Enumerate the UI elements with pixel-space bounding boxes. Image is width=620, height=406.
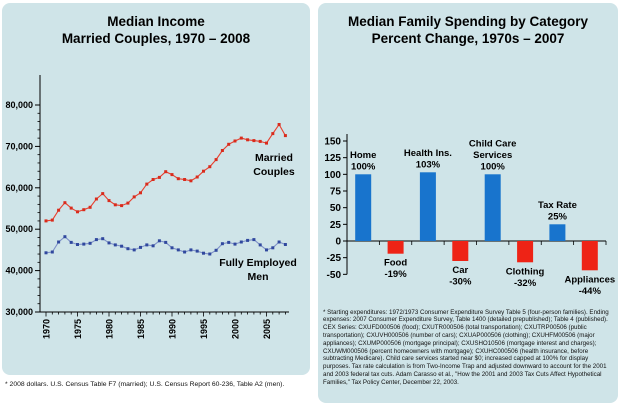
bar-label: -19% [384, 268, 407, 280]
x-tick-label: 1995 [199, 318, 209, 339]
bar-label: -32% [513, 277, 537, 289]
spending-title-line2: Percent Change, 1970s – 2007 [371, 31, 565, 47]
married-couples-marker [240, 136, 243, 139]
fully-employed-men-marker [51, 250, 54, 253]
bar-clothing [517, 241, 533, 262]
married-couples-marker [82, 208, 85, 211]
fully-employed-men-marker [133, 248, 136, 251]
bar-label: Food [383, 257, 408, 269]
y-tick-label: 50 [329, 202, 341, 214]
married-couples-marker [51, 218, 54, 221]
married-couples-marker [63, 201, 66, 204]
series-label-married-couples: Couples [253, 165, 295, 178]
married-couples-marker [259, 139, 262, 142]
fully-employed-men-marker [95, 238, 98, 241]
fully-employed-men-marker [196, 249, 199, 252]
x-tick-label: 1980 [104, 318, 115, 339]
fully-employed-men-marker [139, 245, 142, 248]
bar-label: Tax Rate [537, 199, 577, 211]
bar-tax-rate [549, 224, 565, 241]
y-tick-label: 40,000 [5, 265, 33, 276]
fully-employed-men-marker [221, 242, 224, 245]
married-couples-marker [45, 219, 48, 222]
fully-employed-men-marker [120, 244, 123, 247]
bar-label: 25% [547, 210, 567, 222]
bar-label: Health Ins. [403, 147, 452, 159]
fully-employed-men-marker [259, 243, 262, 246]
spending-title-line1: Median Family Spending by Category [347, 14, 589, 29]
married-couples-marker [139, 191, 142, 194]
married-couples-marker [265, 141, 268, 144]
bar-label: 100% [351, 160, 376, 172]
fully-employed-men-marker [246, 238, 249, 241]
married-couples-marker [246, 138, 249, 141]
y-tick-label: 80,000 [5, 99, 33, 110]
income-title-line1: Median Income [107, 14, 205, 29]
married-couples-marker [76, 210, 79, 213]
y-tick-label: 25 [329, 219, 341, 231]
fully-employed-men-marker [177, 248, 180, 251]
fully-employed-men-marker [171, 246, 174, 249]
bar-label: -44% [578, 285, 601, 297]
fully-employed-men-marker [240, 240, 243, 243]
series-label-fully-employed-men: Men [247, 270, 269, 283]
spending-chart-footnote: * Starting expenditures: 1972/1973 Consumer Expenditure Survey Table 5 (four-person families). Ending expenses: 2007 Consumer Expenditure Survey, Table 1400 (detailed prepublished); Table 4 (published). CEX Series: CXUFD000506 (food); CXUTR000506 (total transportation); CXUTRP00506 (public transportation); CXUVH000506 (number of cars); CXUAP000506 (clothing); CXUHFM00506 (major appliances); CXUMP000506 (mortgage principal); CXUSHO10506 (mortgage interest and charges); CXUWM000506 (percent homeowners with mortgage); CXUHC000506 (health insurance, before subtracting Medicare). Child care services started near $0; increased capped at 100% for display purposes. Tax rate calculation is from Two-Income Trap and adjusted downward to account for the 2001 and 2003 federal tax cuts. Adam Carasso et al., "How the 2001 and 2003 Tax Cuts Affect Hypothetical Families," Tax Policy Center, December 22, 2003. [323, 308, 609, 386]
married-couples-marker [70, 206, 73, 209]
married-couples-marker [126, 201, 129, 204]
bar-label: Car [452, 264, 469, 276]
income-chart-panel [2, 3, 310, 375]
fully-employed-men-marker [101, 237, 104, 240]
spending-chart-title [326, 13, 610, 48]
fully-employed-men-marker [278, 240, 281, 243]
married-couples-marker [164, 170, 167, 173]
series-label-fully-employed-men: Fully Employed [219, 256, 297, 269]
bar-home [355, 174, 371, 241]
y-tick-label: 50,000 [5, 223, 33, 234]
married-couples-marker [278, 123, 281, 126]
married-couples-marker [171, 173, 174, 176]
bar-label: Home [349, 149, 377, 161]
spending-chart-panel [318, 3, 618, 403]
income-line-chart [2, 62, 310, 362]
fully-employed-men-marker [45, 251, 48, 254]
married-couples-marker [196, 175, 199, 178]
y-tick-label: 0 [335, 236, 341, 248]
married-couples-marker [95, 197, 98, 200]
fully-employed-men-marker [126, 247, 129, 250]
y-tick-label: 150 [324, 136, 341, 148]
fully-employed-men-marker [82, 242, 85, 245]
married-couples-marker [271, 132, 274, 135]
income-chart-title [6, 13, 306, 48]
fully-employed-men-marker [145, 243, 148, 246]
bar-label: -30% [449, 276, 472, 288]
fully-employed-men-line [46, 236, 285, 253]
fully-employed-men-marker [189, 248, 192, 251]
married-couples-marker [89, 205, 92, 208]
married-couples-marker [145, 182, 148, 185]
y-tick-label: 100 [324, 169, 341, 181]
fully-employed-men-marker [70, 240, 73, 243]
married-couples-marker [152, 178, 155, 181]
married-couples-marker [202, 169, 205, 172]
fully-employed-men-marker [215, 248, 218, 251]
fully-employed-men-marker [227, 240, 230, 243]
fully-employed-men-marker [234, 242, 237, 245]
fully-employed-men-marker [152, 244, 155, 247]
bar-label: Clothing [505, 265, 545, 277]
x-tick-label: 1990 [167, 318, 178, 339]
bar-label: Appliances [564, 273, 616, 285]
x-tick-label: 1985 [136, 318, 146, 339]
fully-employed-men-marker [57, 240, 60, 243]
fully-employed-men-marker [63, 235, 66, 238]
bar-label: 103% [415, 158, 441, 170]
fully-employed-men-marker [158, 239, 161, 242]
fully-employed-men-marker [202, 251, 205, 254]
married-couples-marker [284, 134, 287, 137]
married-couples-marker [133, 195, 136, 198]
fully-employed-men-marker [108, 241, 111, 244]
bar-food [388, 241, 404, 254]
fully-employed-men-marker [252, 238, 255, 241]
fully-employed-men-marker [183, 250, 186, 253]
fully-employed-men-marker [265, 248, 268, 251]
married-couples-marker [252, 139, 255, 142]
married-couples-marker [101, 192, 104, 195]
bar-car [452, 241, 468, 261]
fully-employed-men-marker [89, 241, 92, 244]
bar-label: Child Care [468, 137, 517, 149]
fully-employed-men-marker [271, 246, 274, 249]
y-tick-label: 30,000 [5, 306, 33, 317]
married-couples-marker [158, 175, 161, 178]
married-couples-marker [215, 158, 218, 161]
income-column [2, 3, 310, 389]
x-tick-label: 1970 [41, 318, 52, 339]
y-tick-label: 75 [329, 186, 341, 198]
x-tick-label: 2000 [230, 318, 241, 339]
y-tick-label: -25 [326, 252, 341, 264]
fully-employed-men-marker [208, 252, 211, 255]
bar-child-care-services [485, 174, 501, 241]
fully-employed-men-marker [114, 243, 117, 246]
married-couples-marker [208, 165, 211, 168]
bar-label: 100% [480, 160, 505, 172]
married-couples-marker [120, 204, 123, 207]
y-tick-label: 70,000 [5, 140, 33, 151]
married-couples-marker [57, 208, 60, 211]
spending-bar-chart [322, 128, 614, 300]
series-label-married-couples: Married [255, 151, 293, 164]
fully-employed-men-marker [164, 240, 167, 243]
y-tick-label: 60,000 [5, 182, 33, 193]
married-couples-marker [183, 178, 186, 181]
x-tick-label: 2005 [262, 318, 272, 339]
fully-employed-men-marker [76, 243, 79, 246]
fully-employed-men-marker [284, 243, 287, 246]
bar-health-ins- [420, 172, 436, 241]
y-tick-label: 125 [324, 152, 341, 164]
y-tick-label: -50 [326, 269, 341, 281]
married-couples-marker [177, 177, 180, 180]
married-couples-marker [221, 149, 224, 152]
x-tick-label: 1975 [73, 318, 83, 339]
married-couples-marker [108, 199, 111, 202]
married-couples-marker [114, 203, 117, 206]
married-couples-marker [227, 142, 230, 145]
married-couples-marker [189, 179, 192, 182]
income-chart-footnote: * 2008 dollars. U.S. Census Table F7 (married); U.S. Census Report 60-236, Table A2 (men). [5, 381, 285, 388]
married-couples-marker [234, 139, 237, 142]
bar-label: Services [473, 149, 513, 161]
income-title-line2: Married Couples, 1970 – 2008 [61, 31, 251, 47]
bar-appliances [582, 241, 598, 270]
